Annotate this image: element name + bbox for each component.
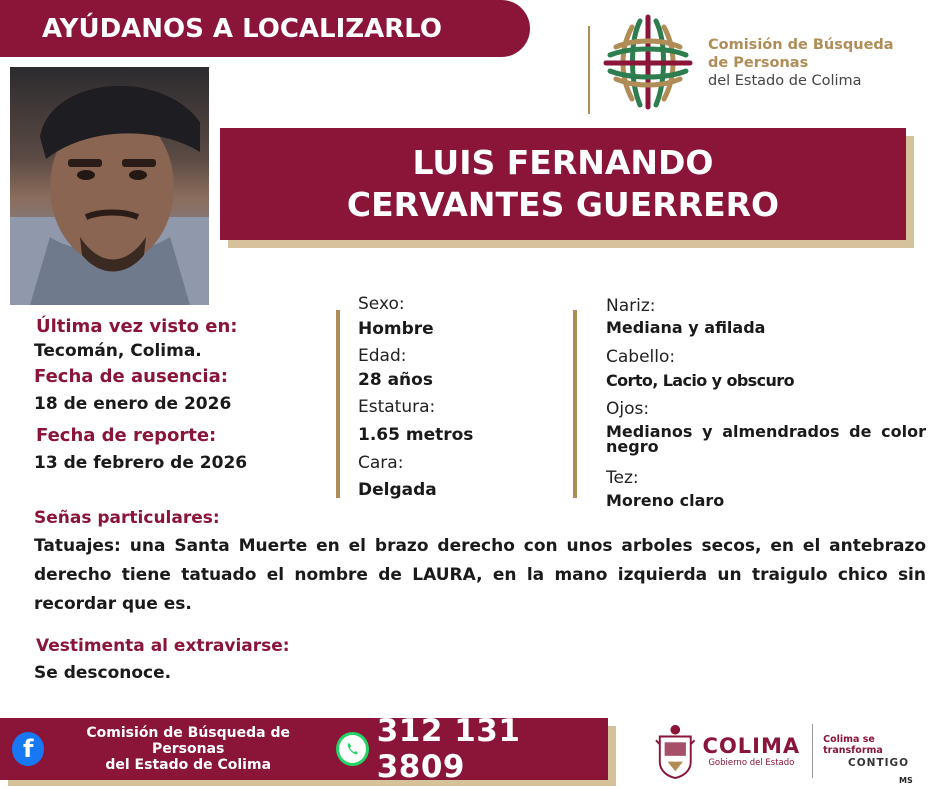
marks-description: Tatuajes: una Santa Muerte en el brazo derecho con unos arboles secos, en el antebrazo derecho tiene tatuado el nombre de LAURA, en la mano izquierda un traigulo chico sin recordar que es. xyxy=(34,536,926,614)
age-label: Edad: xyxy=(358,346,407,366)
last-seen-label: Última vez visto en: xyxy=(36,316,238,337)
agency-name xyxy=(708,36,894,90)
height-value: 1.65 metros xyxy=(358,425,474,445)
nose-value: Mediana y afilada xyxy=(606,318,766,337)
facebook-line2: del Estado de Colima xyxy=(105,757,272,773)
report-date-label: Fecha de reporte: xyxy=(36,425,217,446)
last-seen-value: Tecomán, Colima. xyxy=(34,341,202,361)
right-divider xyxy=(573,310,577,498)
colima-wordmark xyxy=(703,734,801,768)
facebook-icon[interactable]: f xyxy=(12,732,44,766)
whatsapp-icon[interactable] xyxy=(336,732,369,766)
slogan-line2: CONTIGO xyxy=(848,756,910,769)
agency-line1: Comisión de Búsqueda xyxy=(708,37,894,53)
person-first-names: LUIS FERNANDO xyxy=(412,143,714,182)
person-last-names: CERVANTES GUERRERO xyxy=(346,185,780,224)
report-date-value: 13 de febrero de 2026 xyxy=(34,453,248,473)
sex-value: Hombre xyxy=(358,319,434,339)
slogan-logo xyxy=(823,734,934,769)
missing-person-photo xyxy=(10,67,209,305)
colima-subtitle: Gobierno del Estado xyxy=(708,758,795,768)
absence-date-label: Fecha de ausencia: xyxy=(34,366,228,387)
clothing-value: Se desconoce. xyxy=(34,663,172,683)
hair-label: Cabello: xyxy=(606,347,676,367)
sex-label: Sexo: xyxy=(358,294,405,314)
skin-value: Moreno claro xyxy=(606,491,725,510)
contact-bar xyxy=(0,713,608,785)
face-label: Cara: xyxy=(358,453,404,473)
agency-line3: del Estado de Colima xyxy=(708,73,862,89)
facebook-line1: Comisión de Búsqueda de Personas xyxy=(86,725,290,757)
age-value: 28 años xyxy=(358,370,433,390)
colima-seal-icon xyxy=(654,722,697,780)
facebook-page-name[interactable] xyxy=(50,725,326,773)
banner-title: AYÚDANOS A LOCALIZARLO xyxy=(42,13,443,44)
eyes-value: Medianos y almendrados de color negro xyxy=(606,422,926,456)
absence-date-value: 18 de enero de 2026 xyxy=(34,394,232,414)
agency-logo xyxy=(600,8,920,118)
logo-divider xyxy=(588,26,590,114)
logo-separator xyxy=(812,724,813,778)
government-logos xyxy=(654,718,934,784)
agency-logo-icon xyxy=(600,11,696,115)
marks-label: Señas particulares: xyxy=(34,508,220,528)
contact-phone[interactable]: 312 131 3809 xyxy=(376,713,521,785)
slogan-line1: Colima se transforma xyxy=(823,733,883,756)
height-label: Estatura: xyxy=(358,397,436,417)
agency-line2: de Personas xyxy=(708,55,809,71)
person-name-box xyxy=(220,128,906,240)
nose-label: Nariz: xyxy=(606,296,656,316)
skin-label: Tez: xyxy=(606,468,639,488)
ms-mark: MS xyxy=(899,776,913,785)
eyes-label: Ojos: xyxy=(606,399,650,419)
clothing-label: Vestimenta al extraviarse: xyxy=(36,636,290,656)
top-banner xyxy=(0,0,530,57)
colima-title: COLIMA xyxy=(702,734,801,758)
hair-value: Corto, Lacio y obscuro xyxy=(606,371,794,390)
middle-divider xyxy=(336,310,340,498)
face-value: Delgada xyxy=(358,480,437,500)
